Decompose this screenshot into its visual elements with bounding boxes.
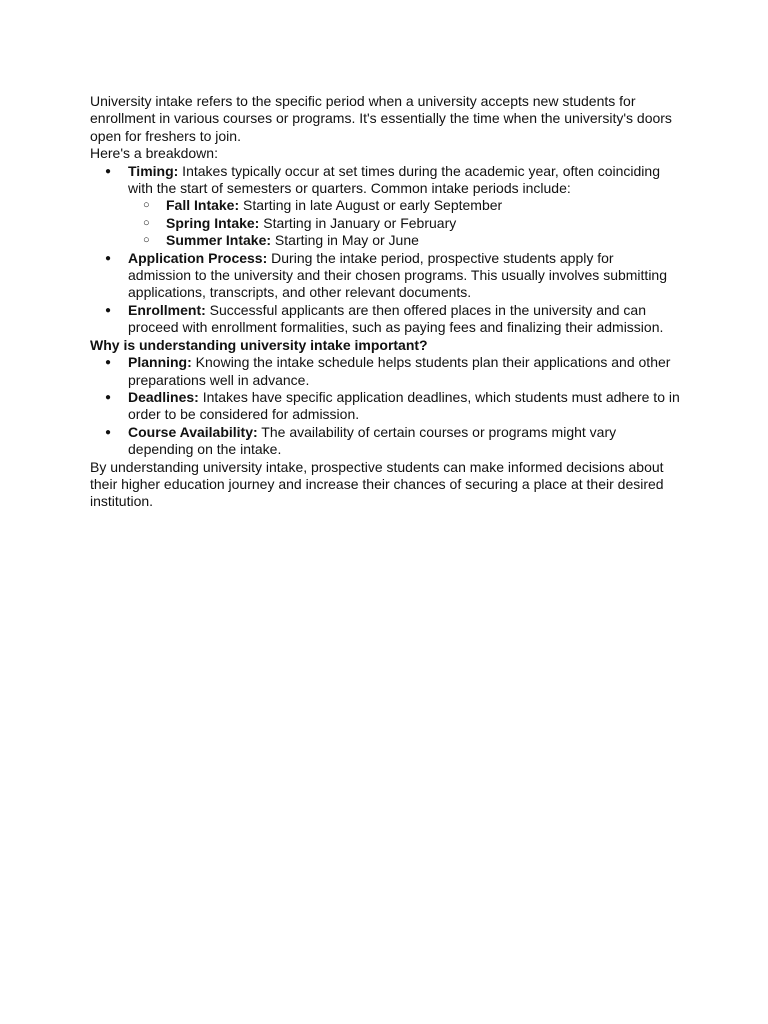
term-description: Starting in January or February [259,214,457,231]
term-label: Course Availability: [128,423,258,440]
term-description: Knowing the intake schedule helps students plan their applications and other preparations well in advance. [128,354,671,388]
term-description: Intakes have specific application deadlines, which students must adhere to in order to be considered for admission. [128,388,680,423]
document-page [90,93,680,511]
intake-periods-list [128,197,680,249]
term-label: Timing: [128,162,179,179]
list-item-course-availability [90,424,680,459]
importance-heading: Why is understanding university intake important? [90,336,428,353]
term-description: Successful applicants are then offered places in the university and can proceed with enrollment formalities, such as paying fees and finalizing their admission. [128,301,664,336]
term-label: Application Process: [128,249,268,266]
term-description: During the intake period, prospective students apply for admission to the university and their chosen programs. This usually involves submitting applications, transcripts, and other relevant documents. [128,249,667,301]
list-item-spring-intake [128,215,680,232]
importance-list [90,354,680,458]
term-label: Spring Intake: [166,214,260,231]
list-item-fall-intake [128,197,680,214]
list-item-enrollment [90,302,680,337]
list-item-summer-intake [128,232,680,249]
term-label: Deadlines: [128,388,199,405]
term-description: Intakes typically occur at set times during the academic year, often coinciding with the start of semesters or quarters. Common intake periods include: [128,162,660,197]
list-item-deadlines [90,389,680,424]
breakdown-label: Here's a breakdown: [90,145,218,162]
list-item-application-process [90,250,680,302]
intro-paragraph: University intake refers to the specific period when a university accepts new students for enrollment in various courses or programs. It's essentially the time when the university's doors open for freshers to join. [90,93,672,144]
term-label: Fall Intake: [166,197,240,214]
breakdown-list [90,163,680,337]
term-label: Summer Intake: [166,232,272,249]
term-description: Starting in May or June [271,232,419,249]
term-description: The availability of certain courses or programs might vary depending on the intake. [128,423,617,458]
list-item-timing [90,163,680,250]
conclusion-paragraph: By understanding university intake, prospective students can make informed decisions about their higher education journey and increase their chances of securing a place at their desired institution. [90,458,664,510]
term-description: Starting in late August or early September [239,197,503,214]
term-label: Enrollment: [128,301,206,318]
list-item-planning [90,354,680,389]
term-label: Planning: [128,354,192,371]
